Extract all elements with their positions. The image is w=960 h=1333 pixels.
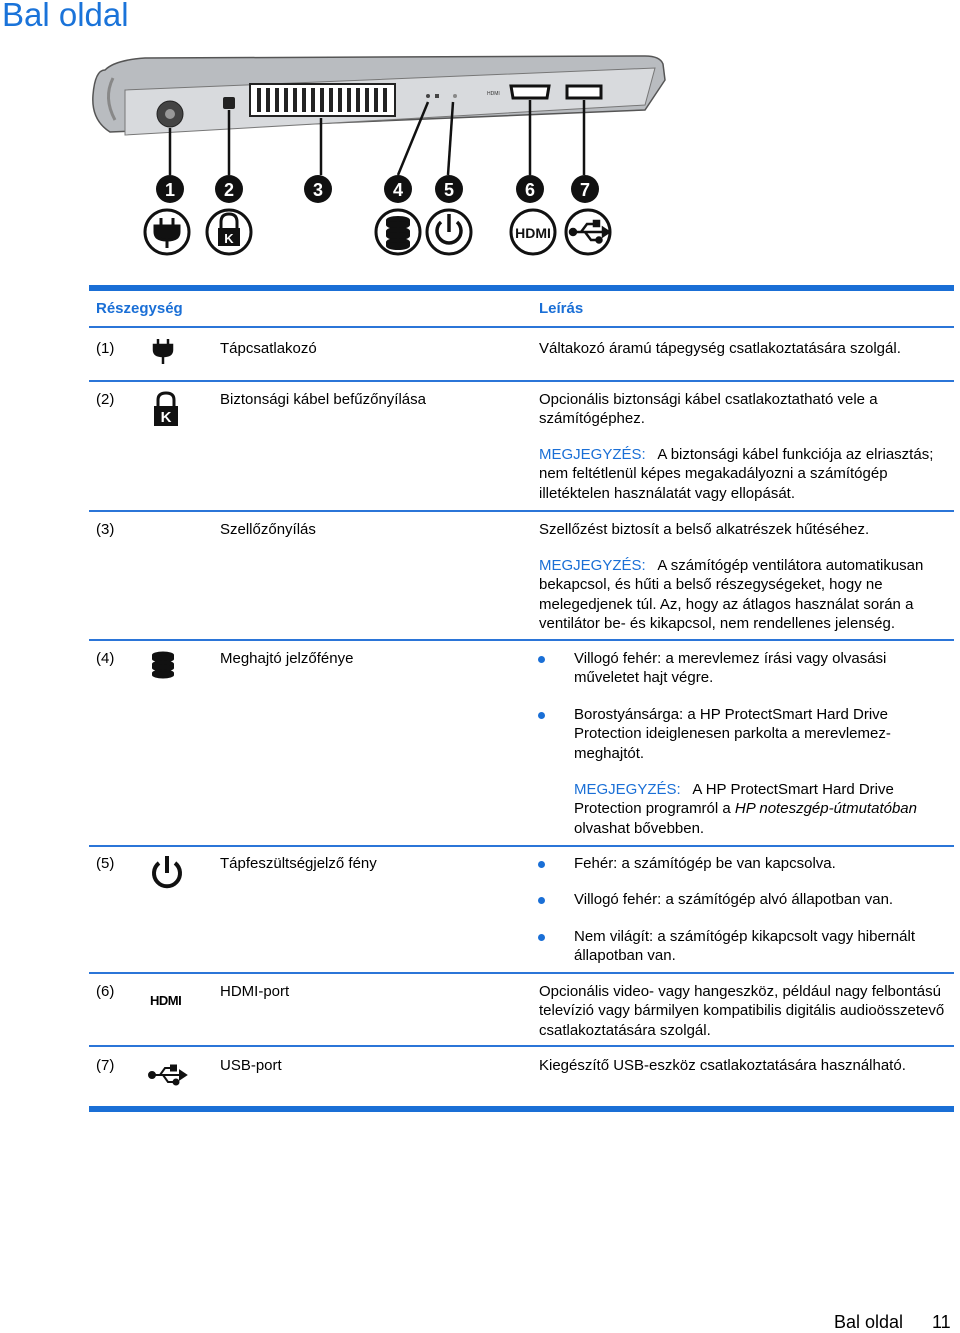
row-4-bullet-1: Villogó fehér: a merevlemez írási vagy olvasási műveletet hajt végre.	[574, 650, 887, 687]
row-divider	[89, 380, 954, 382]
callout-5: 5	[443, 180, 455, 200]
note-text: A számítógép ventilátora automatikusan bekapcsol, és hűti a belső részegységeket, hogy ne melegedjenek túl. Az, hogy az átlagos használat során a ventilátor be- és kikapcsol, nem rendellenes jelenség.	[539, 557, 924, 632]
callout-6: 6	[524, 180, 536, 200]
row-4-number: (4)	[96, 650, 115, 667]
row-5-bullet-2: Villogó fehér: a számítógép alvó állapotban van.	[574, 891, 894, 908]
svg-text:K: K	[224, 231, 234, 246]
power-icon	[437, 214, 461, 243]
bullet-dot	[538, 934, 545, 941]
note-label: MEGJEGYZÉS:	[539, 557, 646, 574]
hdmi-icon: HDMI	[515, 225, 551, 241]
bullet-dot	[538, 656, 545, 663]
hdmi-port-text: HDMI	[487, 91, 500, 97]
row-divider	[89, 972, 954, 974]
row-6-name: HDMI-port	[220, 983, 290, 1000]
note-label: MEGJEGYZÉS:	[539, 446, 646, 463]
row-1-name: Tápcsatlakozó	[220, 340, 317, 357]
row-7-desc: Kiegészítő USB-eszköz csatlakoztatására használható.	[539, 1057, 906, 1074]
header-divider	[89, 326, 954, 328]
callout-7: 7	[579, 180, 591, 200]
row-2-desc: Opcionális biztonsági kábel csatlakoztatható vele a számítógéphez.	[539, 391, 878, 428]
laptop-left-side-figure	[85, 50, 675, 270]
table-top-rule	[89, 285, 954, 291]
header-description: Leírás	[539, 300, 584, 317]
row-divider	[89, 1045, 954, 1047]
usb-icon	[570, 221, 609, 243]
header-component: Részegység	[96, 300, 183, 317]
row-6-number: (6)	[96, 983, 115, 1000]
callout-2: 2	[223, 180, 235, 200]
row-3-name: Szellőzőnyílás	[220, 521, 316, 538]
hdmi-icon: HDMI	[150, 993, 182, 1008]
row-7-name: USB-port	[220, 1057, 282, 1074]
note-text: A biztonsági kábel funkciója az elriasztás; nem feltétlenül képes megakadályozni a számítógép illetéktelen használatát vagy ellopását.	[539, 446, 934, 502]
row-5-bullet-1: Fehér: a számítógép be van kapcsolva.	[574, 855, 836, 872]
footer-section: Bal oldal	[834, 1312, 904, 1332]
table-bottom-rule	[89, 1106, 954, 1112]
row-6-desc: Opcionális video- vagy hangeszköz, például nagy felbontású televízió vagy bármilyen kompatibilis digitális audioösszetevő csatlakoztatására szolgál.	[539, 983, 945, 1039]
row-3-desc: Szellőzést biztosít a belső alkatrészek hűtéséhez.	[539, 521, 870, 538]
drive-icon	[386, 216, 410, 250]
note-italic-ref: HP noteszgép-útmutatóban	[734, 800, 917, 818]
row-4-name: Meghajtó jelzőfénye	[220, 650, 354, 667]
page-title: Bal oldal	[2, 0, 129, 33]
power-plug-icon	[155, 218, 179, 248]
bullet-dot	[538, 861, 545, 868]
row-2-note	[539, 445, 954, 503]
note-text: A HP ProtectSmart Hard Drive Protection programról a	[574, 781, 894, 818]
row-5-number: (5)	[96, 855, 115, 872]
row-1-number: (1)	[96, 340, 115, 357]
row-divider	[89, 639, 954, 641]
row-5-name: Tápfeszültségjelző fény	[220, 855, 377, 872]
row-1-desc: Váltakozó áramú tápegység csatlakoztatására szolgál.	[539, 340, 901, 357]
row-7-number: (7)	[96, 1057, 115, 1074]
row-3-note	[539, 556, 954, 633]
row-4-bullet-2: Borostyánsárga: a HP ProtectSmart Hard Drive Protection ideiglenesen parkolta a merevlemez-meghajtót.	[574, 706, 891, 762]
usb-icon	[148, 1064, 188, 1086]
note-label: MEGJEGYZÉS:	[574, 781, 681, 798]
row-4-note	[574, 780, 954, 838]
row-2-name: Biztonsági kábel befűzőnyílása	[220, 391, 426, 408]
row-3-number: (3)	[96, 521, 115, 538]
lock-icon	[148, 390, 184, 428]
lock-icon	[218, 214, 240, 246]
callout-1: 1	[164, 180, 176, 200]
power-plug-icon	[148, 336, 178, 366]
note-text-tail: olvashat bővebben.	[574, 819, 705, 837]
drive-icon	[148, 651, 178, 679]
row-5-bullet-3: Nem világít: a számítógép kikapcsolt vagy hibernált állapotban van.	[574, 928, 915, 965]
bullet-dot	[538, 712, 545, 719]
callout-4: 4	[392, 180, 404, 200]
power-icon	[148, 853, 186, 891]
row-divider	[89, 510, 954, 512]
row-divider	[89, 845, 954, 847]
row-2-number: (2)	[96, 391, 115, 408]
footer-page-number: 11	[932, 1312, 951, 1332]
bullet-dot	[538, 897, 545, 904]
callout-3: 3	[312, 180, 324, 200]
svg-text:K: K	[160, 409, 172, 426]
